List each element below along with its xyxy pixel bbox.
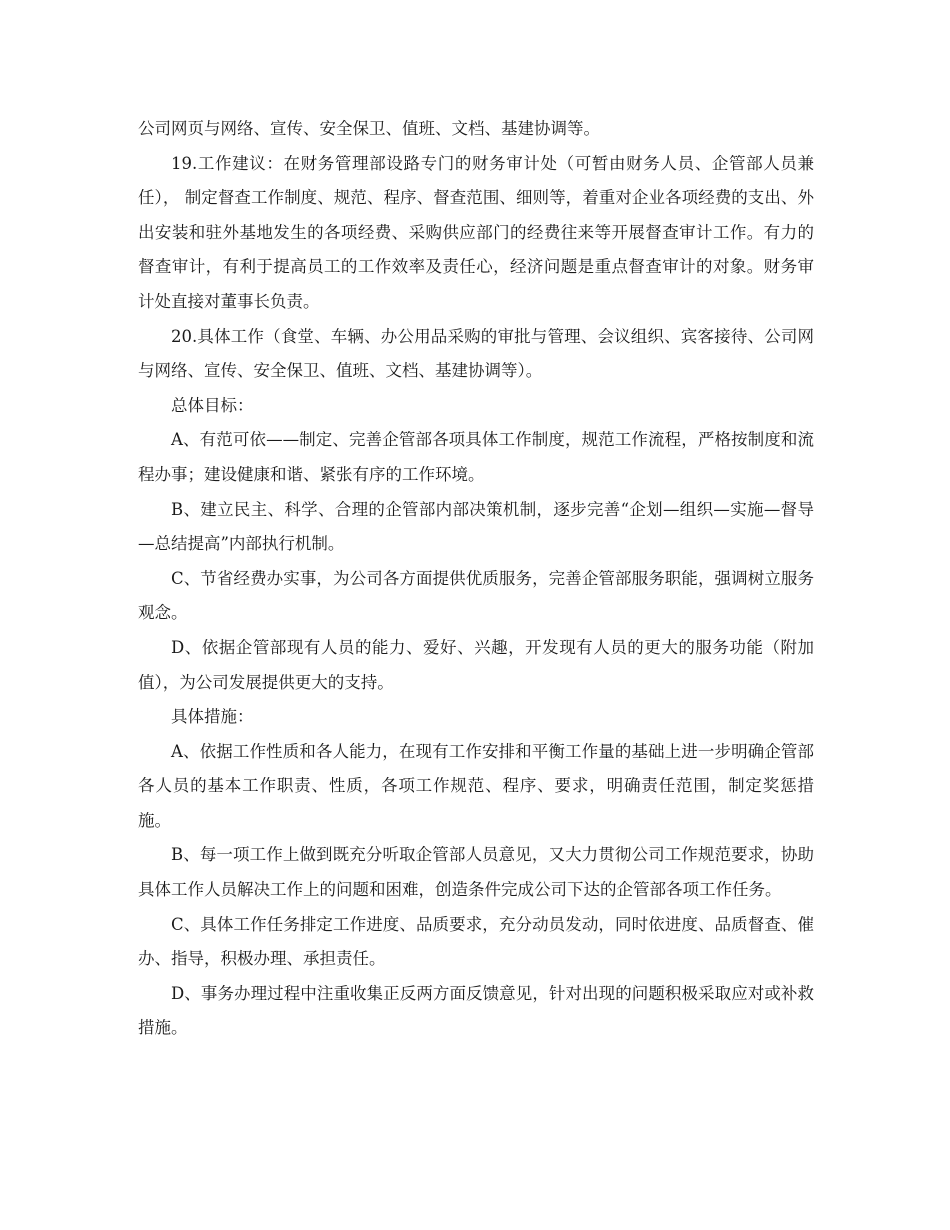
paragraph-goal-d: D、依据企管部现有人员的能力、爱好、兴趣，开发现有人员的更大的服务功能（附加值），为公司发展提供更大的支持。: [138, 637, 814, 692]
paragraph-measure-b: B、每一项工作上做到既充分听取企管部人员意见，又大力贯彻公司工作规范要求，协助具体工作人员解决工作上的问题和困难，创造条件完成公司下达的企管部各项工作任务。: [138, 845, 814, 900]
paragraph-goal-a: A、有范可依——制定、完善企管部各项具体工作制度，规范工作流程，严格按制度和流程办事；建设健康和谐、紧张有序的工作环境。: [138, 430, 814, 484]
heading-overall-goals: 总体目标：: [171, 395, 254, 415]
paragraph-measure-c: C、具体工作任务排定工作进度、品质要求，充分动员发动，同时依进度、品质督查、催办、指导，积极办理、承担责任。: [138, 914, 814, 969]
paragraph-goal-c: C、节省经费办实事，为公司各方面提供优质服务，完善企管部服务职能，强调树立服务观念。: [138, 568, 814, 623]
paragraph-continuation: 公司网页与网络、宣传、安全保卫、值班、文档、基建协调等。: [138, 119, 600, 138]
paragraph-measure-a: A、依据工作性质和各人能力，在现有工作安排和平衡工作量的基础上进一步明确企管部各人员的基本工作职责、性质，各项工作规范、程序、要求，明确责任范围，制定奖惩措施。: [138, 741, 814, 830]
paragraph-item-19-work-suggestion: 19.工作建议：在财务管理部设路专门的财务审计处（可暂由财务人员、企管部人员兼任）， 制定督查工作制度、规范、程序、督查范围、细则等，着重对企业各项经费的支出、外出安装和驻外基地发生的各项经费、采购供应部门的经费往来等开展督查审计工作。有力的督查审计，有利于提高员工的工作效率及责任心，经济问题是重点督查审计的对象。财务审计处直接对董事长负责。: [138, 153, 814, 311]
heading-specific-measures: 具体措施：: [171, 707, 254, 727]
paragraph-goal-b: B、建立民主、科学、合理的企管部内部决策机制，逐步完善“企划—组织—实施—督导—总结提高”内部执行机制。: [138, 499, 814, 554]
paragraph-item-20-specific-work: 20.具体工作（食堂、车辆、办公用品采购的审批与管理、会议组织、宾客接待、公司网与网络、宣传、安全保卫、值班、文档、基建协调等）。: [138, 326, 814, 381]
paragraph-measure-d: D、事务办理过程中注重收集正反两方面反馈意见，针对出现的问题积极采取应对或补救措施。: [138, 983, 814, 1038]
document-body: [138, 112, 814, 1046]
